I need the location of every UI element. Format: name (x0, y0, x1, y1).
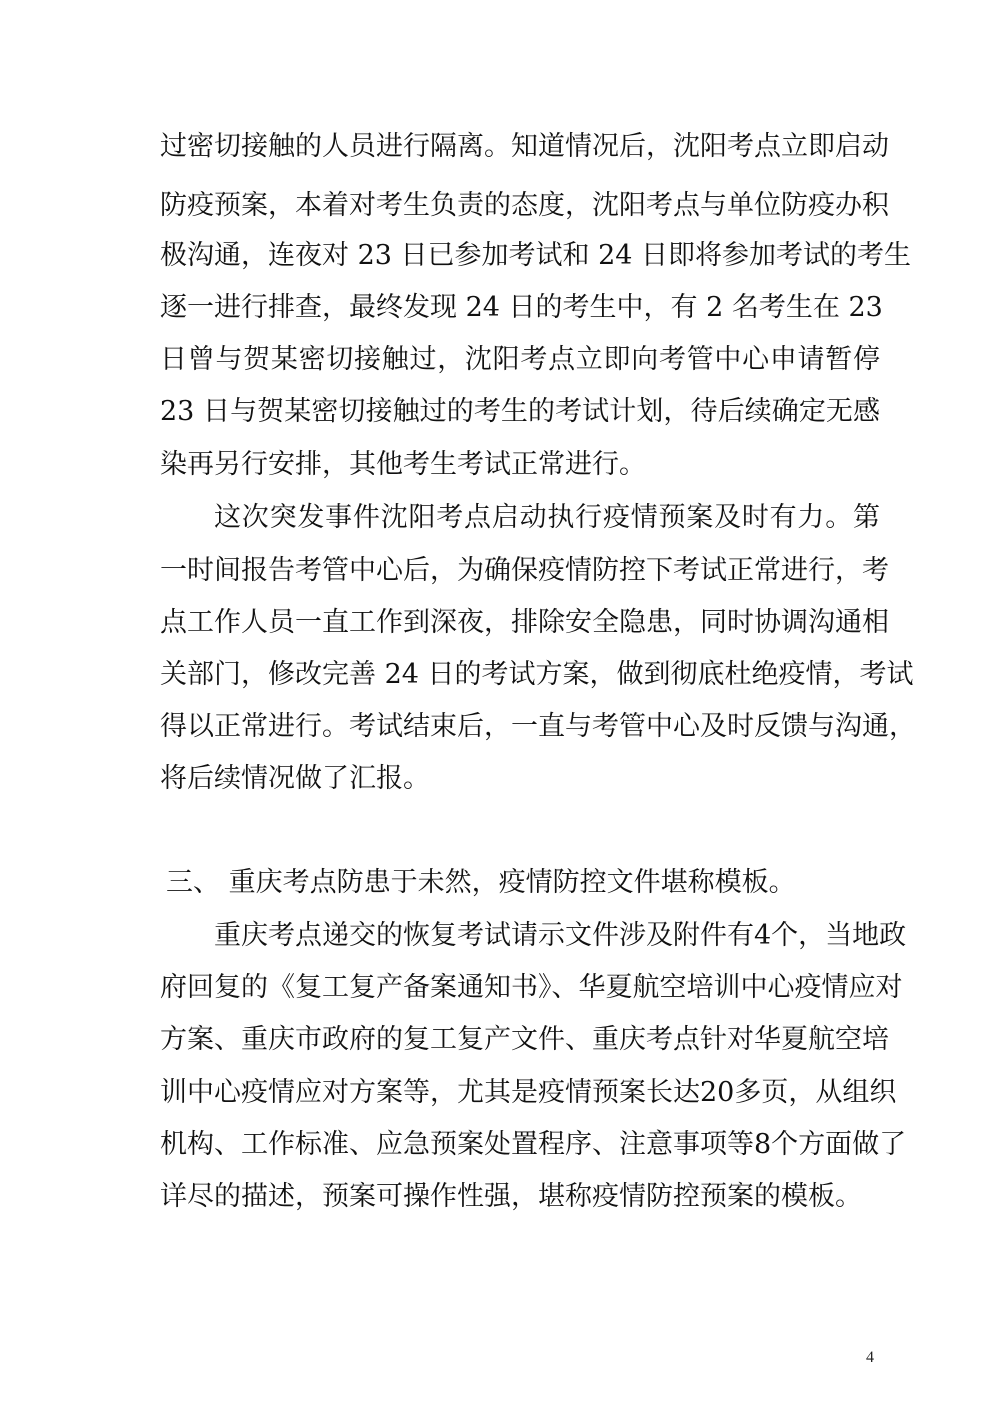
section-heading: 三、 重庆考点防患于未然，疫情防控文件堪称模板。 (166, 867, 796, 898)
paragraph-3-line-2: 府回复的《复工复产备案通知书》、华夏航空培训中心疫情应对 (160, 972, 903, 1003)
page-number: 4 (866, 1349, 874, 1366)
paragraph-2-line-5: 得以正常进行。考试结束后，一直与考管中心及时反馈与沟通， (160, 711, 916, 742)
paragraph-2-line-4: 关部门，修改完善 24 日的考试方案，做到彻底杜绝疫情，考试 (160, 659, 914, 690)
paragraph-2-line-2: 一时间报告考管中心后，为确保疫情防控下考试正常进行，考 (160, 555, 889, 586)
paragraph-3-line-5: 机构、工作标准、应急预案处置程序、注意事项等8个方面做了 (160, 1129, 907, 1160)
paragraph-1-line-6: 23 日与贺某密切接触过的考生的考试计划，待后续确定无感 (160, 396, 880, 427)
paragraph-1-line-2: 防疫预案，本着对考生负责的态度，沈阳考点与单位防疫办积 (160, 190, 889, 221)
paragraph-1-line-3: 极沟通，连夜对 23 日已参加考试和 24 日即将参加考试的考生 (160, 240, 912, 271)
paragraph-3-line-1: 重庆考点递交的恢复考试请示文件涉及附件有4个，当地政 (214, 920, 907, 951)
paragraph-1-line-4: 逐一进行排查，最终发现 24 日的考生中，有 2 名考生在 23 (160, 292, 883, 323)
paragraph-2-line-1: 这次突发事件沈阳考点启动执行疫情预案及时有力。第 (214, 502, 880, 533)
paragraph-2-line-6: 将后续情况做了汇报。 (160, 763, 430, 794)
paragraph-1-line-5: 日曾与贺某密切接触过，沈阳考点立即向考管中心申请暂停 (160, 344, 880, 375)
paragraph-3-line-6: 详尽的描述，预案可操作性强，堪称疫情防控预案的模板。 (160, 1181, 862, 1212)
paragraph-2-line-3: 点工作人员一直工作到深夜，排除安全隐患，同时协调沟通相 (160, 607, 889, 638)
paragraph-1-line-1: 过密切接触的人员进行隔离。知道情况后，沈阳考点立即启动 (160, 131, 889, 162)
paragraph-1-line-7: 染再另行安排，其他考生考试正常进行。 (160, 449, 646, 480)
paragraph-3-line-3: 方案、重庆市政府的复工复产文件、重庆考点针对华夏航空培 (160, 1024, 889, 1055)
paragraph-3-line-4: 训中心疫情应对方案等，尤其是疫情预案长达20多页，从组织 (160, 1077, 897, 1108)
